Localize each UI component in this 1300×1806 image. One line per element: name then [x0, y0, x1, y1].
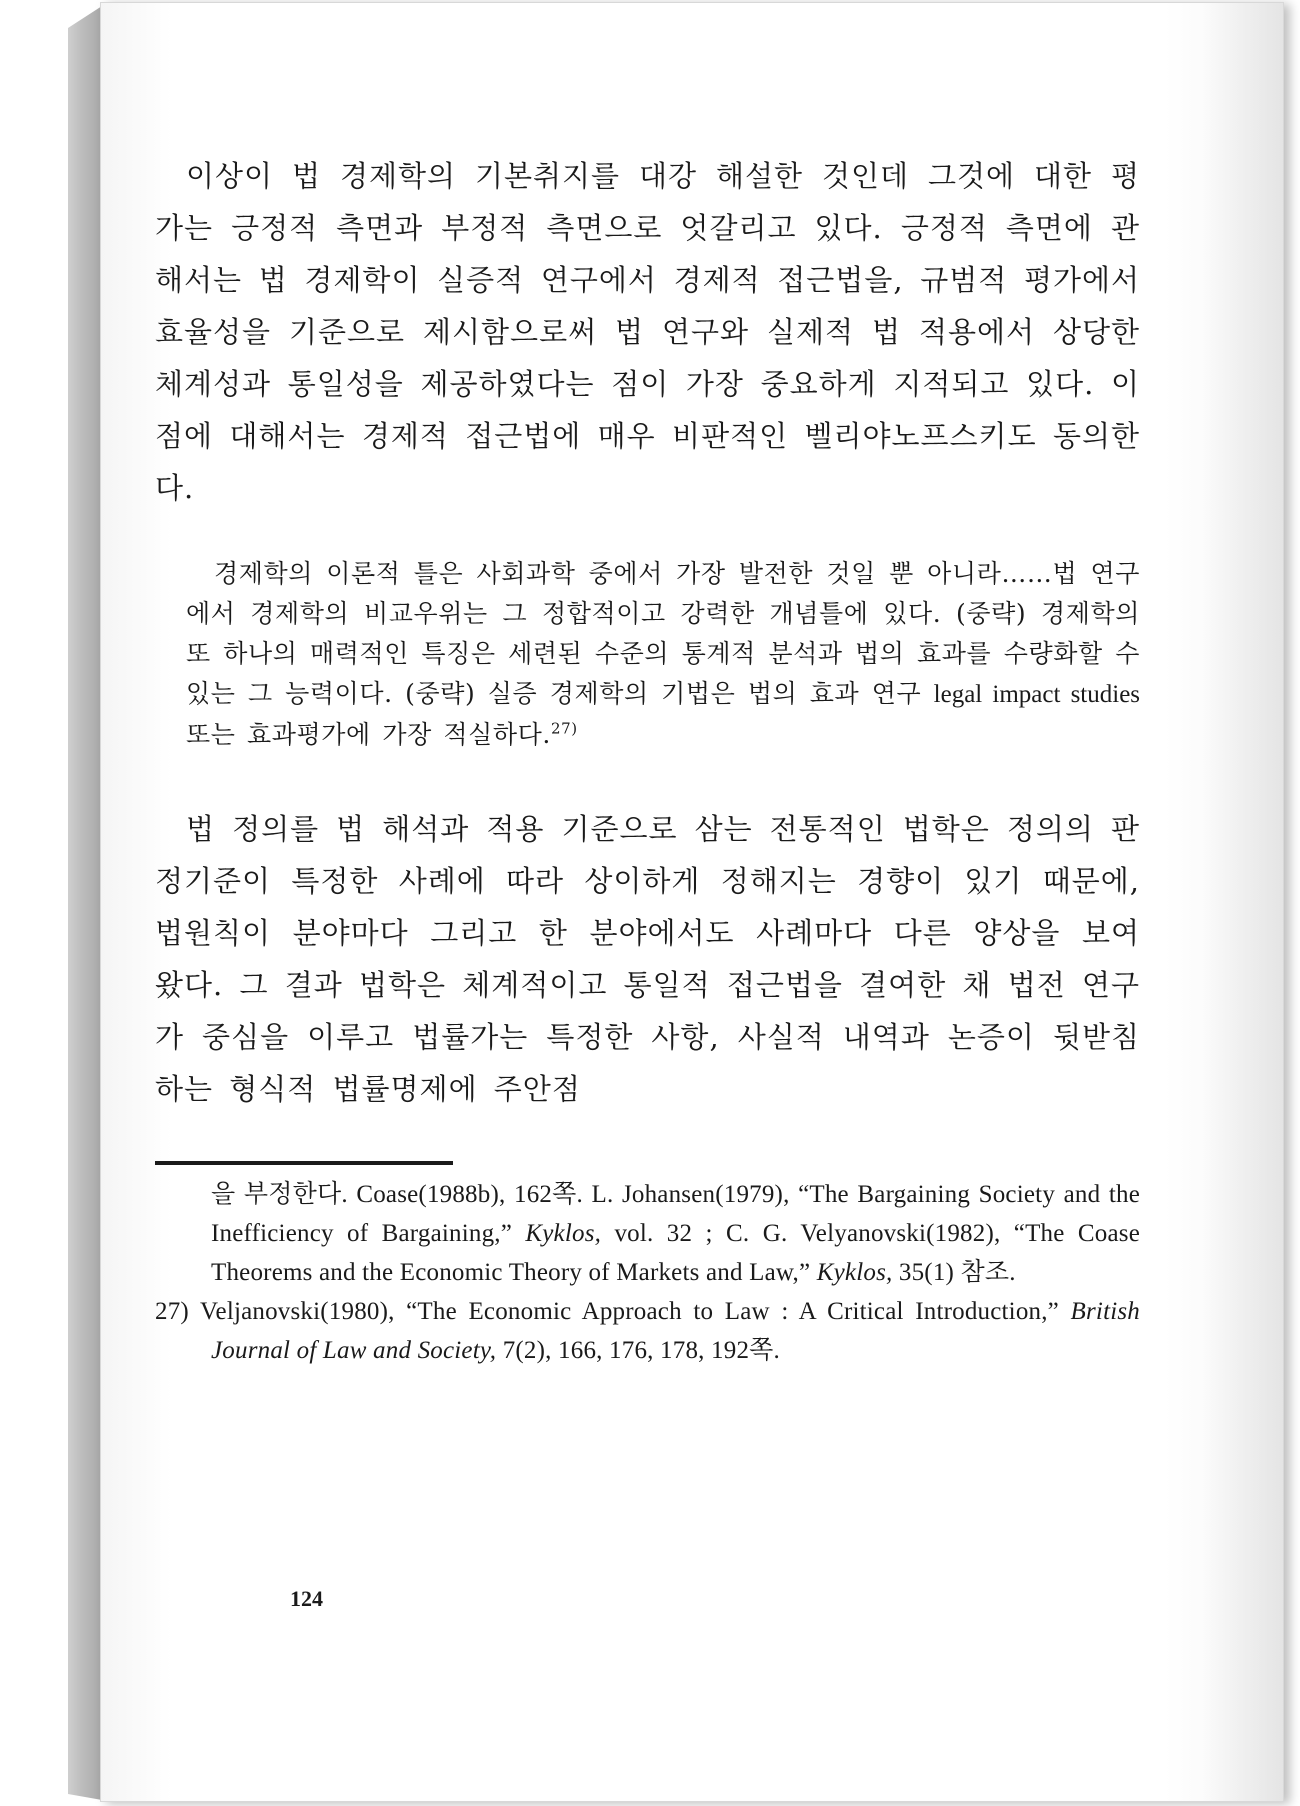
journal-title: British Journal of Law and Society, — [211, 1298, 1140, 1364]
footnote-text: 35(1) 참조. — [898, 1259, 1016, 1286]
body-paragraph-1: 이상이 법 경제학의 기본취지를 대강 해설한 것인데 그것에 대한 평가는 긍정적 측면과 부정적 측면으로 엇갈리고 있다. 긍정적 측면에 관해서는 법 경제학이 실증적 연구에서 경제적 접근법을, 규범적 평가에서 효율성을 기준으로 제시함으로써 법 연구와 실제적 법 적용에서 상당한 체계성과 통일성을 제공하였다는 점이 가장 중요하게 지적되고 있다. 이 점에 대해서는 경제적 접근법에 매우 비판적인 벨리야노프스키도 동의한다. — [155, 159, 1140, 505]
quote-english-term: legal impact studies — [933, 681, 1141, 708]
quote-text-a: 경제학의 이론적 틀은 사회과학 중에서 가장 발전한 것일 뿐 아니라……법 연구에서 경제학의 비교우위는 그 정합적이고 강력한 개념틀에 있다. (중략) 경제학의 또 하나의 매력적인 특징은 세련된 수준의 통계적 분석과 법의 효과를 수량화할 수 있는 그 능력이다. (중략) 실증 경제학의 기법은 법의 효과 연구 — [186, 559, 1140, 708]
journal-title: Kyklos, — [525, 1220, 602, 1247]
body-paragraph-2: 법 정의를 법 해석과 적용 기준으로 삼는 전통적인 법학은 정의의 판정기준이 특정한 사례에 따라 상이하게 정해지는 경향이 있기 때문에, 법원칙이 분야마다 그리고 한 분야에서도 사례마다 다른 양상을 보여 왔다. 그 결과 법학은 체계적이고 통일적 접근법을 결여한 채 법전 연구가 중심을 이루고 법률가는 특정한 사항, 사실적 내역과 논증이 뒷받침하는 형식적 법률명제에 주안점 — [155, 812, 1140, 1106]
footnote-divider — [155, 1161, 453, 1165]
book-edge — [68, 6, 102, 1800]
footnote-text: 7(2), 166, 176, 178, 192쪽. — [502, 1337, 780, 1364]
page-content — [155, 150, 1140, 1370]
quote-text-b: 또는 효과평가에 가장 적실하다. — [186, 720, 551, 749]
page-shading — [1203, 3, 1283, 1801]
footnote-text: 27) Veljanovski(1980), “The Economic Approach to Law : A Critical Introduction,” — [155, 1298, 1059, 1325]
footnote-continuation — [155, 1175, 1140, 1292]
block-quote — [186, 554, 1140, 755]
page-number: 124 — [290, 1586, 323, 1611]
footnote-text: vol. 32 ; C. G. Velyanovski(1982), “The Coase Theorems and the Economic Theory of Markets and Law,” — [211, 1220, 1140, 1286]
journal-title: Kyklos, — [816, 1259, 893, 1286]
footnotes — [155, 1175, 1140, 1370]
footnote-text: 을 부정한다. Coase(1988b), 162쪽. L. Johansen(1979), “The Bargaining Society and the Inefficiency of Bargaining,” — [211, 1181, 1140, 1247]
footnote-reference: 27) — [550, 719, 578, 738]
footnote-27 — [155, 1292, 1140, 1370]
